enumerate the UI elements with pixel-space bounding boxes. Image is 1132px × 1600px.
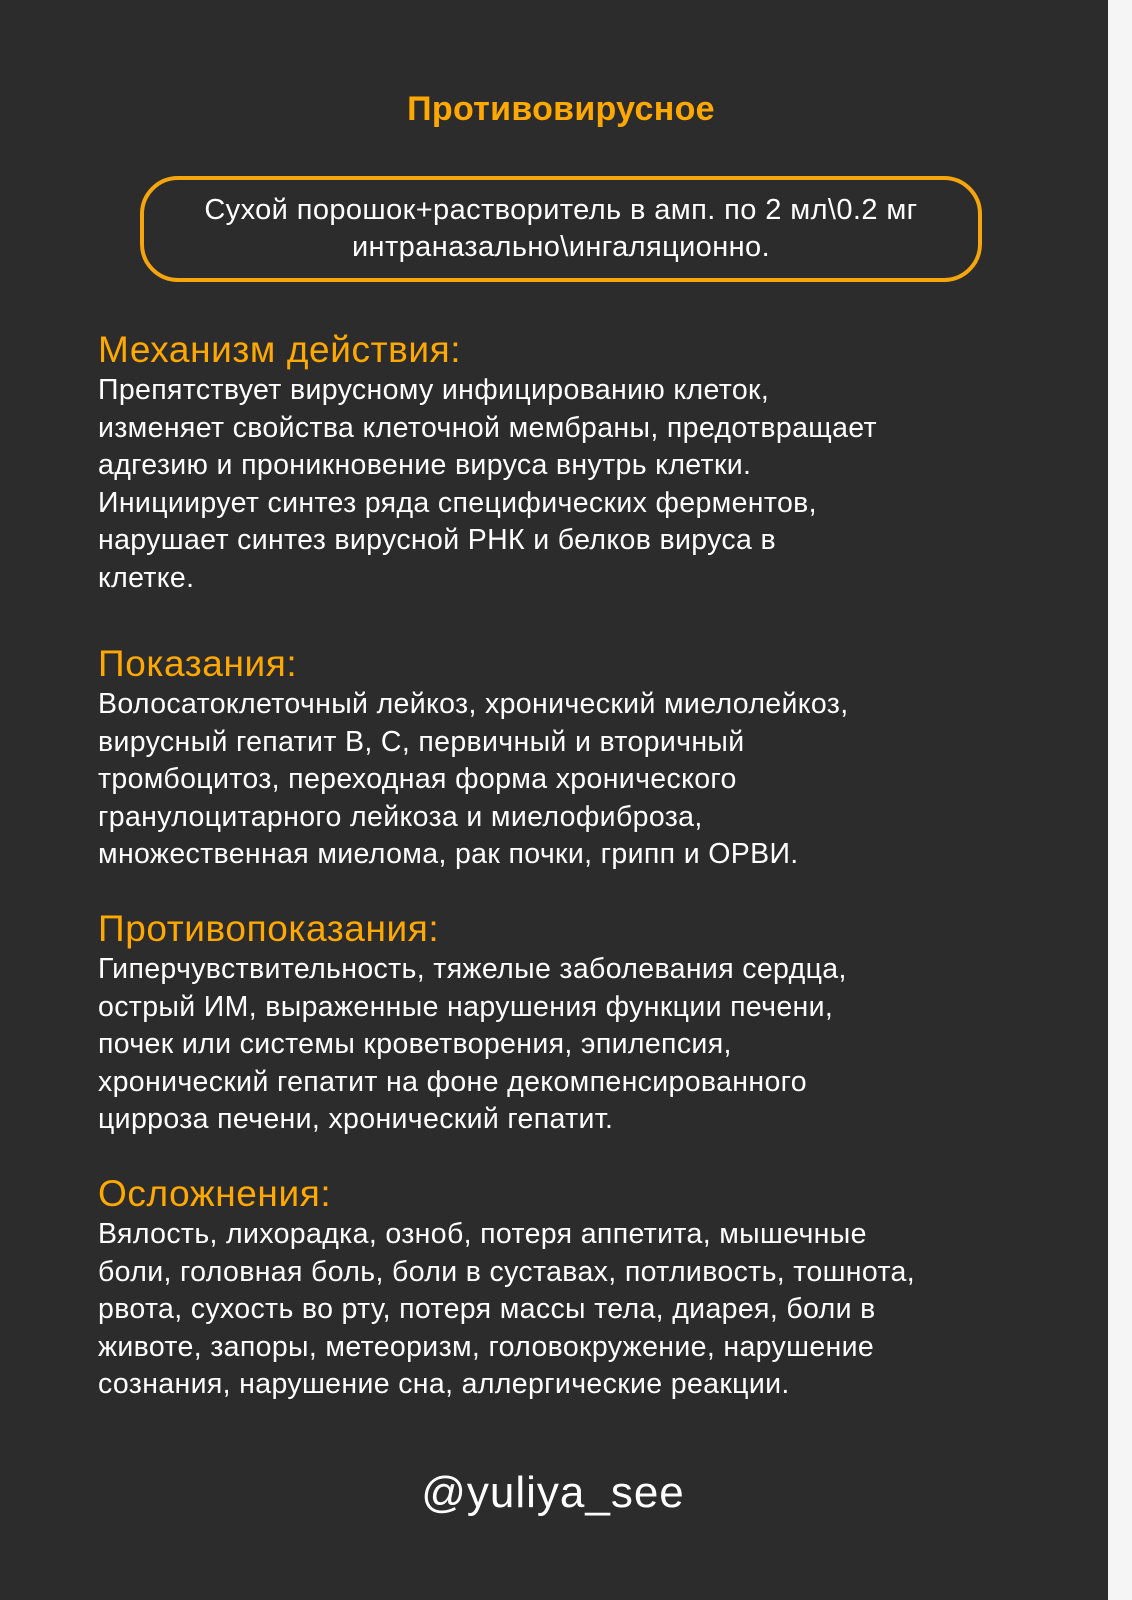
section-body: Вялость, лихорадка, озноб, потеря аппетита, мышечные боли, головная боль, боли в суставах, потливость, тошнота, рвота, сухость во рту, потеря массы тела, диарея, боли в животе, запоры, метеоризм, головокружение, нарушение сознания, нарушение сна, аллергические реакции. <box>98 1218 916 1400</box>
section-heading: Показания: <box>98 643 298 684</box>
dosage-form-text: Сухой порошок+растворитель в амп. по 2 мл\0.2 мг интраназально\ингаляционно. <box>204 194 918 263</box>
section-complications <box>98 1172 1028 1404</box>
section-contraindications <box>98 907 1028 1139</box>
section-body: Препятствует вирусному инфицированию клеток, изменяет свойства клеточной мембраны, предотвращает адгезию и проникновение вируса внутрь клетки. Инициирует синтез ряда специфических ферментов, нарушает синтез вирусной РНК и белков вируса в клетке. <box>98 374 877 594</box>
section-body: Волосатоклеточный лейкоз, хронический миелолейкоз, вирусный гепатит В, С, первичный и вторичный тромбоцитоз, переходная форма хронического гранулоцитарного лейкоза и миелофиброза, множественная миелома, рак почки, грипп и ОРВИ. <box>98 688 849 870</box>
author-handle: @yuliya_see <box>421 1468 685 1517</box>
page-edge <box>1108 0 1132 1600</box>
page-title: Противовирусное <box>407 90 715 128</box>
section-heading: Противопоказания: <box>98 908 440 949</box>
dosage-form-box <box>140 176 982 282</box>
section-heading: Осложнения: <box>98 1173 332 1214</box>
section-heading: Механизм действия: <box>98 329 462 370</box>
section-body: Гиперчувствительность, тяжелые заболевания сердца, острый ИМ, выраженные нарушения функции печени, почек или системы кроветворения, эпилепсия, хронический гепатит на фоне декомпенсированного цирроза печени, хронический гепатит. <box>98 953 847 1135</box>
section-indications <box>98 642 1028 874</box>
section-mechanism <box>98 328 1028 597</box>
